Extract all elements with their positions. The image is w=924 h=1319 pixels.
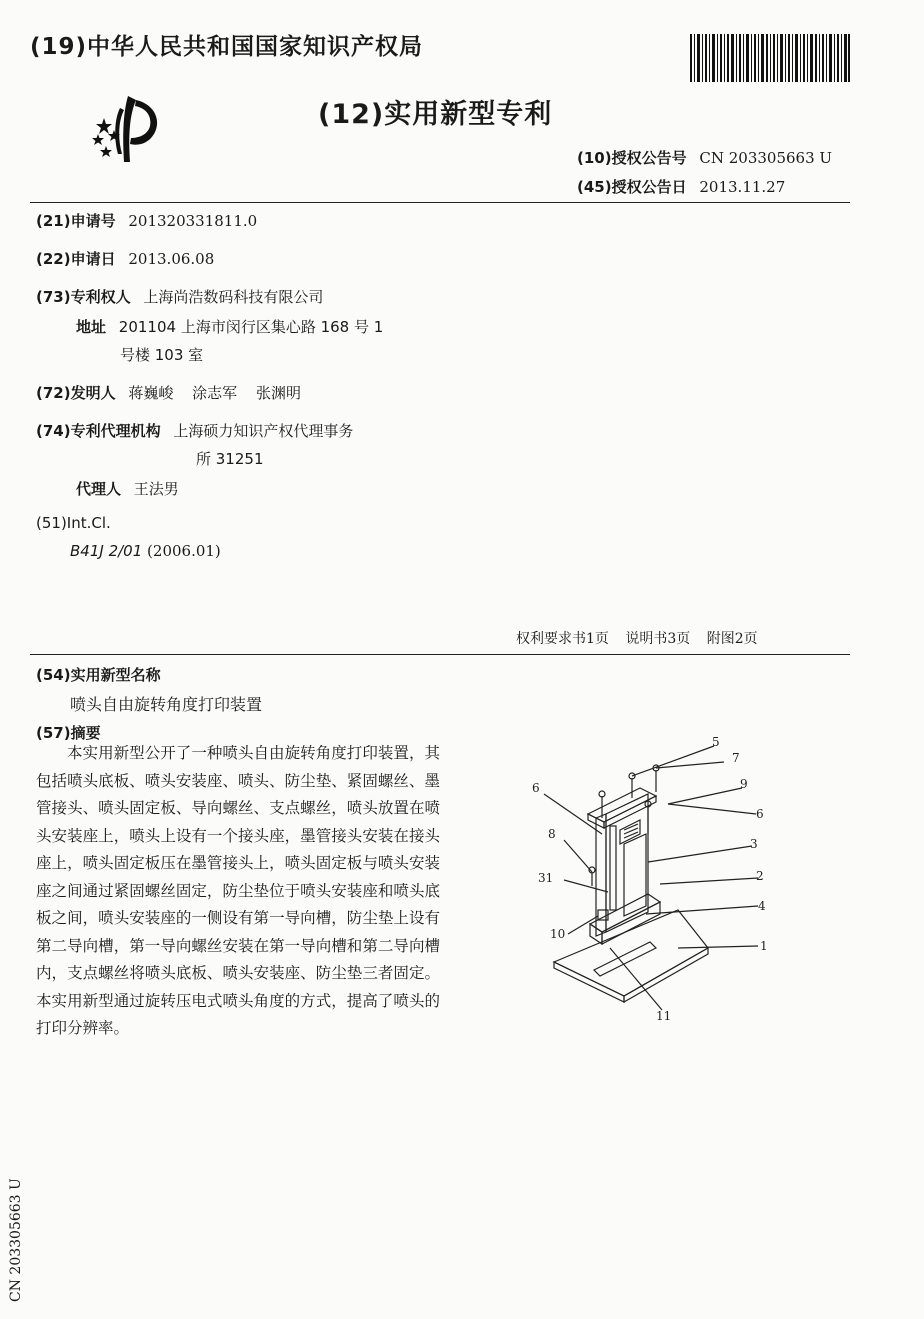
address-label: 地址 xyxy=(76,318,107,336)
office-name: (19)中华人民共和国国家知识产权局 xyxy=(30,34,424,60)
figure-label: 6 xyxy=(756,807,764,821)
agent-label: 代理人 xyxy=(76,480,122,498)
inventors-row xyxy=(36,382,301,403)
publication-number-row xyxy=(577,147,832,168)
agency-line-2: 所 31251 xyxy=(196,450,264,468)
patentee-label: (73)专利权人 xyxy=(36,288,131,306)
application-number-row xyxy=(36,210,257,231)
section-divider xyxy=(30,654,850,655)
figure-label: 1 xyxy=(760,939,768,953)
patentee-row xyxy=(36,286,323,307)
utility-model-title: 喷头自由旋转角度打印装置 xyxy=(70,695,263,714)
agency-line-1: 上海硕力知识产权代理事务 xyxy=(173,422,354,440)
inventors-label: (72)发明人 xyxy=(36,384,116,402)
description-pages: 说明书3页 xyxy=(625,631,691,647)
figure-label: 4 xyxy=(758,899,766,913)
figure-label: 10 xyxy=(550,927,566,941)
abstract-text: 本实用新型公开了一种喷头自由旋转角度打印装置，其包括喷头底板、喷头安装座、喷头、防尘垫、紧固螺丝、墨管接头、喷头固定板、导向螺丝、支点螺丝，喷头放置在喷头安装座上，喷头上设有一个接头座，墨管接头安装在接头座上，喷头固定板压在墨管接头上，喷头固定板与喷头安装座之间通过紧固螺丝固定，防尘垫位于喷头安装座和喷头底板之间，喷头安装座的一侧设有第一导向槽，防尘垫上设有第二导向槽，第一导向螺丝安装在第一导向槽和第二导向槽内，支点螺丝将喷头底板、喷头安装座、防尘垫三者固定。本实用新型通过旋转压电式喷头角度的方式，提高了喷头的打印分辨率。 xyxy=(36,744,440,1037)
inventor-1: 蒋巍峻 xyxy=(128,384,174,402)
figure-label: 7 xyxy=(732,751,740,765)
publication-date: 2013.11.27 xyxy=(699,178,786,196)
claims-pages: 权利要求书1页 xyxy=(516,631,609,647)
address-row xyxy=(76,316,383,337)
publication-date-label: (45)授权公告日 xyxy=(577,178,687,196)
ipc-row xyxy=(70,542,221,560)
publication-date-row xyxy=(577,176,785,197)
agency-label: (74)专利代理机构 xyxy=(36,422,161,440)
figure-label: 3 xyxy=(750,837,758,851)
publication-number: CN 203305663 U xyxy=(699,149,833,167)
figure-label: 6 xyxy=(532,781,540,795)
figure-label: 9 xyxy=(740,777,748,791)
application-date: 2013.06.08 xyxy=(128,250,215,268)
inventor-3: 张渊明 xyxy=(255,384,301,402)
figure-label: 8 xyxy=(548,827,556,841)
inventor-2: 涂志军 xyxy=(192,384,238,402)
address-line-2: 号楼 103 室 xyxy=(120,346,204,364)
agent-row xyxy=(76,478,179,499)
page-counts xyxy=(516,628,770,648)
figure-label: 2 xyxy=(756,869,764,883)
application-number: 201320331811.0 xyxy=(128,212,258,230)
document-type: (12)实用新型专利 xyxy=(318,99,553,130)
barcode xyxy=(690,34,850,82)
figure-label: 31 xyxy=(538,871,554,885)
figure-label: 5 xyxy=(712,735,720,749)
agent: 王法男 xyxy=(133,480,179,498)
cnipa-logo xyxy=(84,90,174,170)
side-publication-code: CN 203305663 U xyxy=(8,1178,24,1302)
device-figure xyxy=(528,734,788,1024)
publication-number-label: (10)授权公告号 xyxy=(577,149,687,167)
drawing-pages: 附图2页 xyxy=(706,631,758,647)
agency-row xyxy=(36,420,353,441)
header-divider xyxy=(30,202,850,203)
application-date-label: (22)申请日 xyxy=(36,250,116,268)
patentee: 上海尚浩数码科技有限公司 xyxy=(143,288,324,306)
application-number-label: (21)申请号 xyxy=(36,212,116,230)
address-line-1: 201104 上海市闵行区集心路 168 号 1 xyxy=(118,318,384,336)
ipc-label: (51)Int.Cl. xyxy=(36,514,111,532)
application-date-row xyxy=(36,248,214,269)
ipc-code: B41J 2/01 xyxy=(70,542,143,560)
ipc-version: (2006.01) xyxy=(147,542,221,560)
title-label: (54)实用新型名称 xyxy=(36,666,161,684)
abstract-label: (57)摘要 xyxy=(36,724,101,742)
figure-label: 11 xyxy=(656,1009,672,1023)
